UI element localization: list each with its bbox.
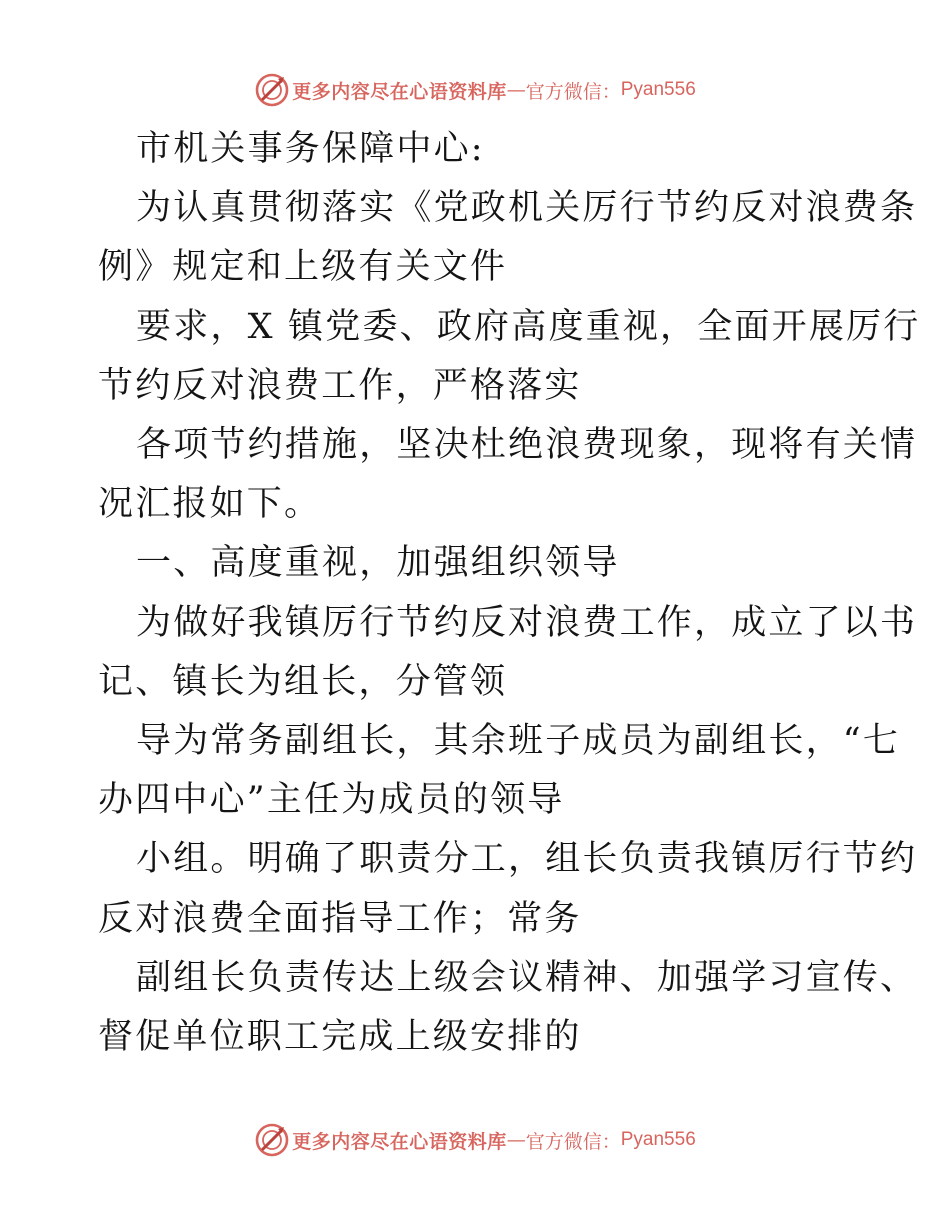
paragraph-5 — [98, 594, 918, 712]
paragraph-1 — [98, 120, 858, 179]
banner-brand-text: 更多内容尽在心语资料库 — [292, 80, 507, 103]
paragraph-line: 副组长负责传达上级会议精神、加强学习宣传、 — [136, 957, 918, 998]
paragraph-line: 督促单位职工完成上级安排的 — [98, 1017, 582, 1058]
paragraph-line: 要求，X 镇党委、政府高度重视，全面开展厉行 — [136, 306, 921, 347]
banner-official-label: 官方微信： — [525, 80, 621, 103]
header-watermark-banner — [0, 68, 950, 112]
paragraph-line: 为认真贯彻落实《党政机关厉行节约反对浪费条 — [136, 188, 918, 229]
paragraph-line: 例》规定和上级有关文件 — [98, 247, 508, 288]
paragraph-line: 导为常务副组长，其余班子成员为副组长，“七 — [136, 721, 901, 762]
paragraph-3 — [98, 298, 921, 416]
footer-watermark-banner — [0, 1118, 950, 1162]
banner-dash: — — [506, 79, 526, 101]
paragraph-line: 为做好我镇厉行节约反对浪费工作，成立了以书 — [136, 602, 918, 643]
paragraph-4 — [98, 416, 918, 534]
paragraph-line: 各项节约措施，坚决杜绝浪费现象，现将有关情 — [136, 425, 918, 466]
banner-wechat-id: Pyan556 — [620, 1129, 696, 1150]
paragraph-line: 反对浪费全面指导工作；常务 — [98, 898, 582, 939]
brand-logo-icon — [254, 1122, 290, 1158]
paragraph-2 — [98, 179, 918, 297]
paragraph-7 — [98, 830, 918, 948]
banner-dash: — — [506, 1129, 526, 1151]
paragraph-line: 办四中心”主任为成员的领导 — [98, 780, 565, 821]
brand-logo-icon — [254, 72, 290, 108]
banner-wechat-id: Pyan556 — [620, 79, 696, 100]
paragraph-line: 况汇报如下。 — [98, 484, 322, 525]
paragraph-line: 节约反对浪费工作，严格落实 — [98, 365, 582, 406]
paragraph-6 — [98, 712, 901, 830]
paragraph-8 — [98, 949, 918, 1067]
banner-official-label: 官方微信： — [525, 1130, 621, 1153]
paragraph-line: 一、高度重视，加强组织领导 — [136, 543, 620, 584]
paragraph-line: 记、镇长为组长，分管领 — [98, 661, 508, 702]
paragraph-line: 小组。明确了职责分工，组长负责我镇厉行节约 — [136, 839, 918, 880]
document-body — [98, 120, 921, 1067]
paragraph-line: 市机关事务保障中心: — [136, 129, 485, 169]
banner-brand-text: 更多内容尽在心语资料库 — [292, 1130, 507, 1153]
section-heading-1 — [98, 534, 858, 593]
